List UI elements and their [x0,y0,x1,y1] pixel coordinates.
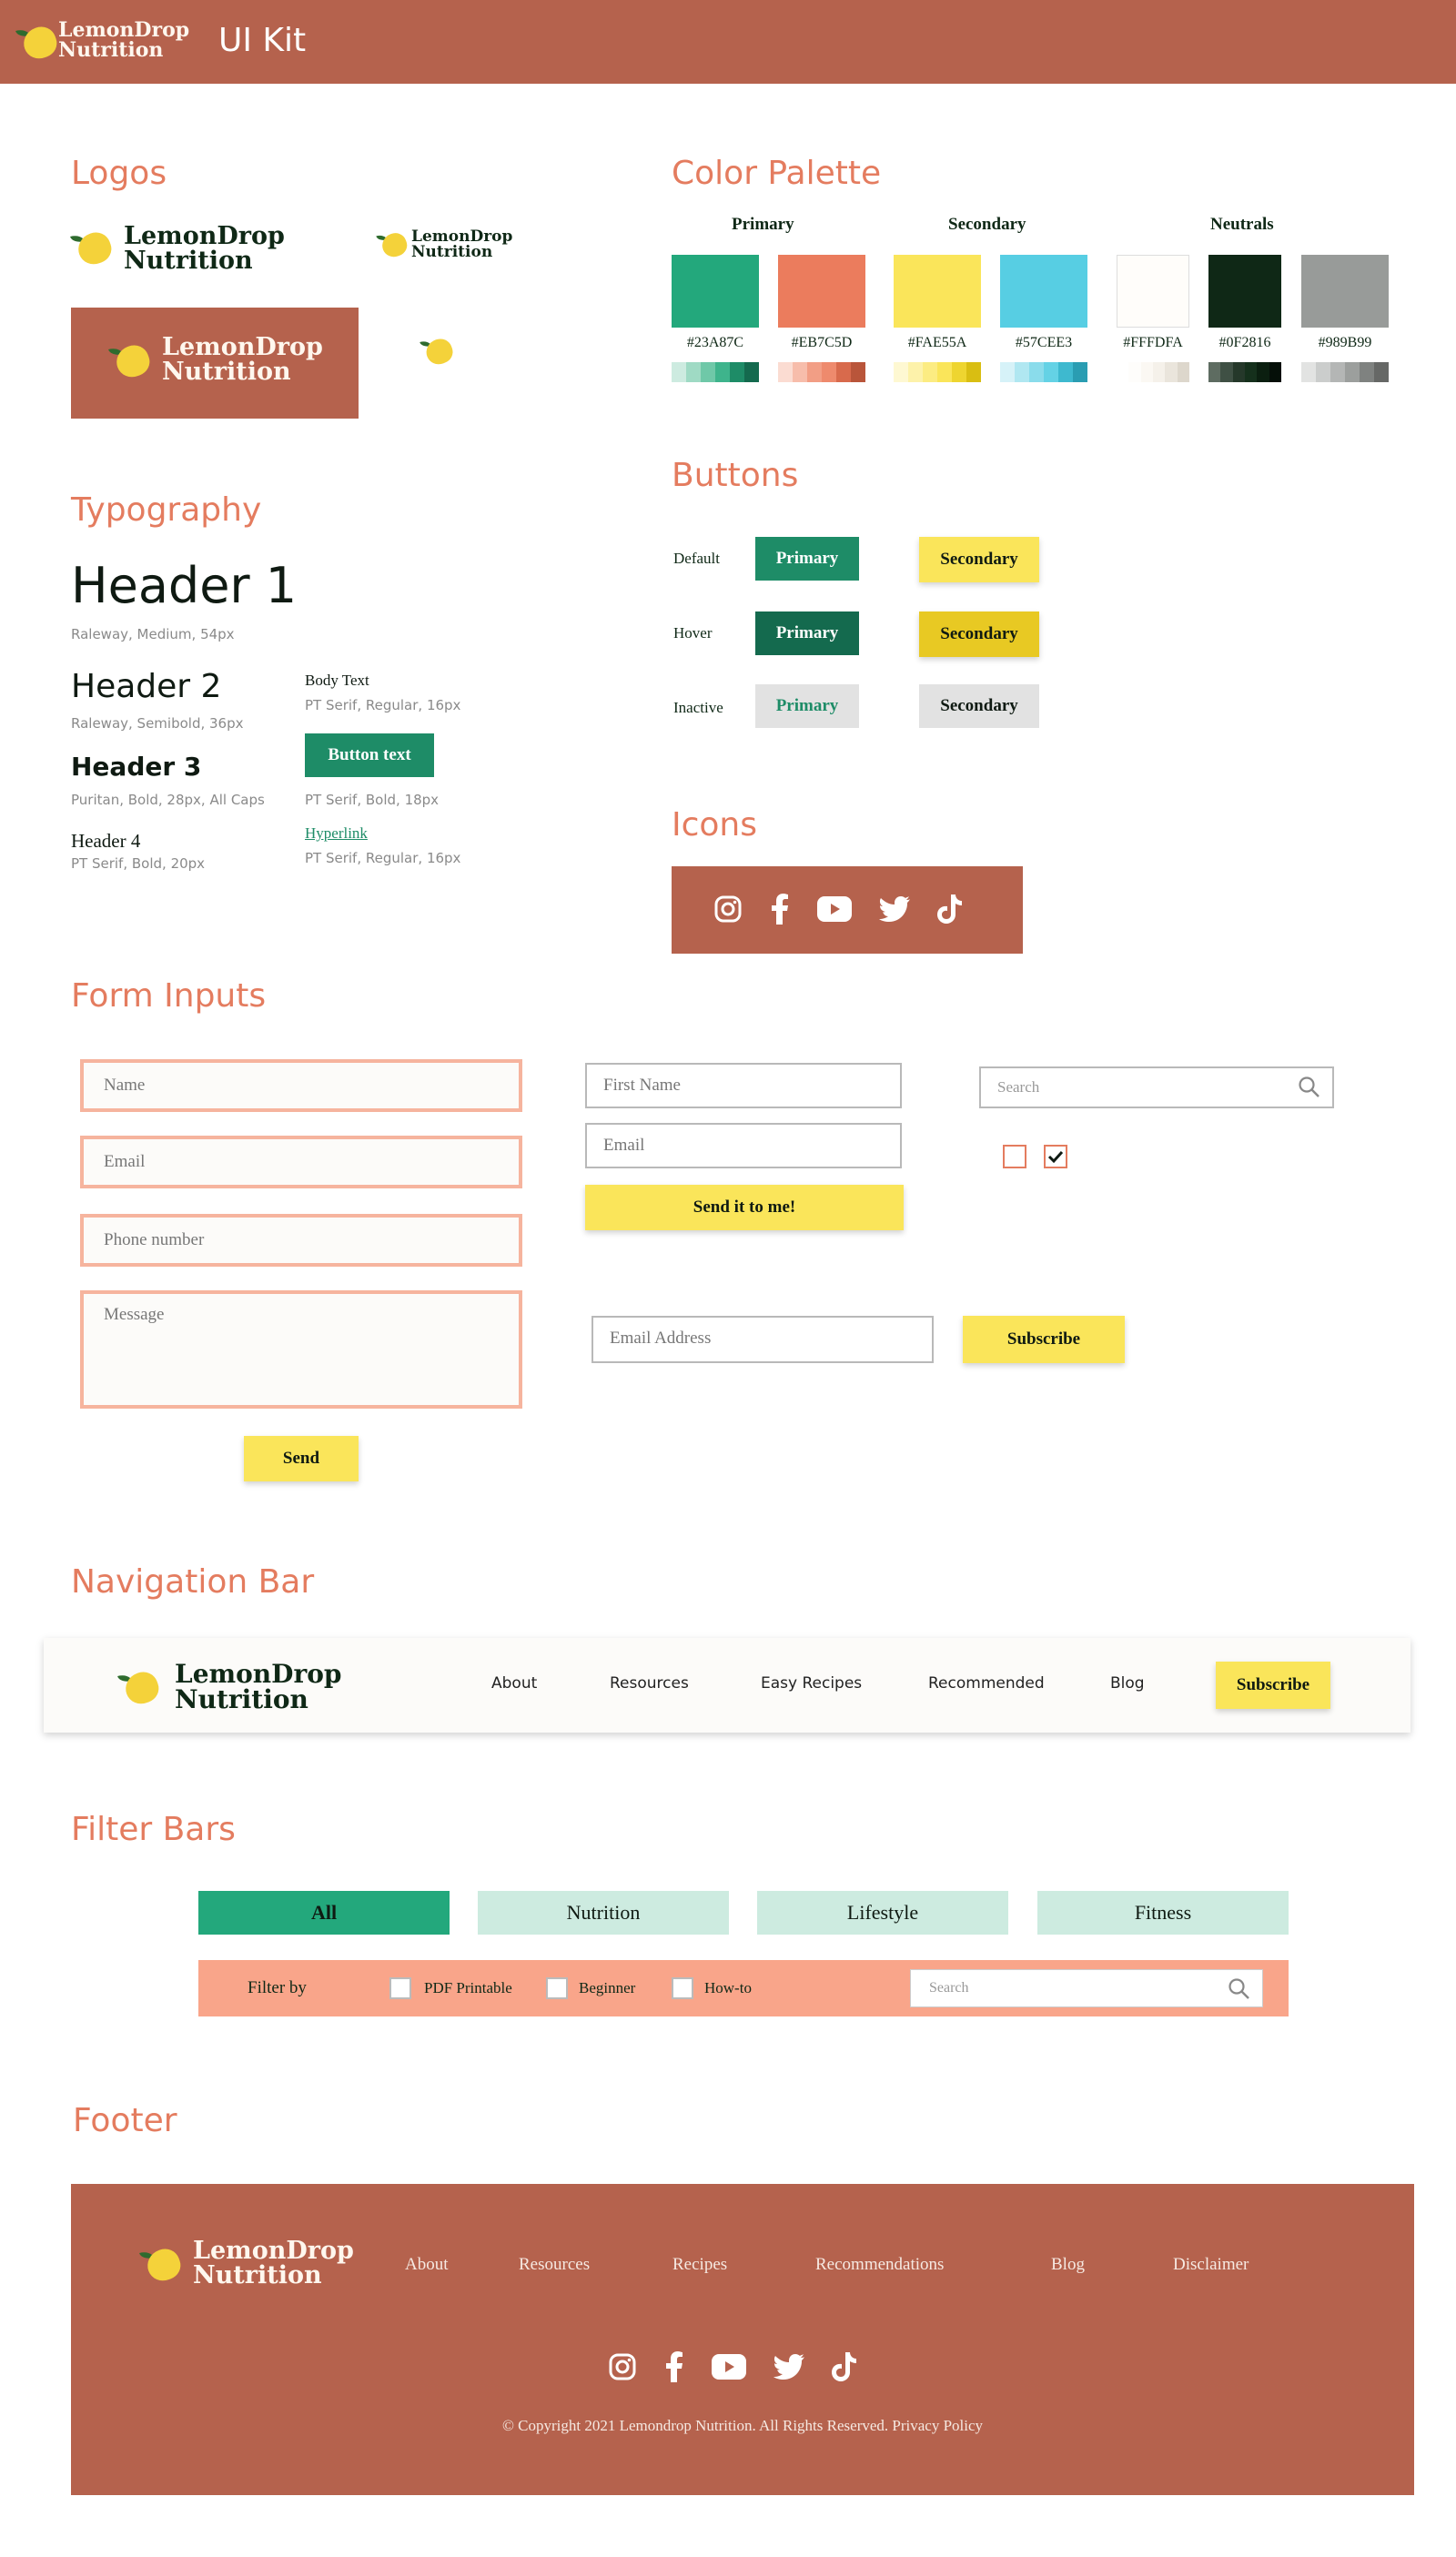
color-tint [672,362,686,382]
logo-small [377,227,522,264]
phone-input[interactable]: Phone number [80,1214,522,1267]
nav-brand-line1: LemonDrop [175,1659,342,1689]
filter-tab-all[interactable]: All [198,1891,450,1935]
email-address-input[interactable]: Email Address [592,1316,934,1363]
typography-header-2: Header 2 [71,668,222,705]
section-title-filter-bars: Filter Bars [71,1811,236,1848]
send-it-to-me-button[interactable]: Send it to me! [585,1185,904,1230]
footer-copyright: © Copyright 2021 Lemondrop Nutrition. All Rights Reserved. Privacy Policy [501,2417,984,2434]
color-tint-strip [1000,362,1087,382]
search-icon[interactable] [1298,1076,1321,1104]
section-title-navigation-bar: Navigation Bar [71,1563,315,1601]
nav-link-resources[interactable]: Resources [610,1674,689,1693]
navigation-bar [44,1638,1410,1733]
color-tint [937,362,952,382]
typography-hyperlink[interactable]: Hyperlink [305,824,368,842]
typography-hyperlink-spec: PT Serif, Regular, 16px [305,850,461,866]
lemon-mark-icon [420,335,454,367]
section-title-icons: Icons [672,806,758,844]
color-hex-label: #FFFDFA [1123,335,1183,350]
page-title: UI Kit [218,22,307,59]
footer-link-blog[interactable]: Blog [1051,2255,1085,2274]
tiktok-icon[interactable] [937,894,963,924]
color-tint [715,362,730,382]
nav-subscribe-button[interactable]: Subscribe [1216,1662,1330,1709]
color-tint [1316,362,1330,382]
section-title-typography: Typography [71,491,262,529]
section-title-footer: Footer [73,2102,177,2139]
typography-button-spec: PT Serif, Bold, 18px [305,792,440,808]
send-button[interactable]: Send [244,1436,359,1481]
button-state-hover: Hover [673,624,713,642]
color-tint [1301,362,1316,382]
color-tint-strip [894,362,981,382]
footer-link-recipes[interactable]: Recipes [672,2255,728,2274]
color-tint [1073,362,1087,382]
color-tint-strip [672,362,759,382]
color-tint [908,362,923,382]
color-tint [1360,362,1374,382]
color-tint [923,362,937,382]
primary-button-hover[interactable]: Primary [755,611,859,655]
typography-body-spec: PT Serif, Regular, 16px [305,697,461,713]
filter-tab-lifestyle[interactable]: Lifestyle [757,1891,1008,1935]
nav-link-blog[interactable]: Blog [1110,1674,1145,1693]
message-textarea[interactable]: Message [80,1290,522,1409]
secondary-button-inactive: Secondary [919,684,1039,728]
filter-checkbox-pdf[interactable] [389,1977,411,1999]
color-hex-label: #0F2816 [1218,335,1271,350]
color-swatch [1301,255,1389,328]
color-tint [1153,362,1165,382]
filter-by-label: Filter by [248,1978,307,1997]
email-signup-input[interactable]: Email [585,1123,902,1168]
email-input[interactable]: Email [80,1136,522,1188]
color-tint [822,362,836,382]
color-tint [1178,362,1189,382]
color-tint [1233,362,1245,382]
checkbox-unchecked[interactable] [1003,1145,1026,1168]
color-tint [894,362,908,382]
filter-option-pdf: PDF Printable [424,1979,512,1996]
youtube-icon[interactable] [817,896,852,922]
color-tint [1220,362,1232,382]
icons-panel [672,866,1023,954]
color-tint [1128,362,1140,382]
logo-reversed-line2: Nutrition [162,358,291,386]
color-swatch [778,255,865,328]
filter-tab-nutrition[interactable]: Nutrition [478,1891,729,1935]
palette-group-primary: Primary [732,215,794,234]
color-tint [1044,362,1058,382]
color-hex-label: #FAE55A [907,335,967,350]
footer [71,2184,1414,2495]
color-hex-label: #989B99 [1318,335,1372,350]
color-tint [1330,362,1345,382]
search-placeholder: Search [997,1078,1040,1096]
filter-option-howto: How-to [704,1979,752,1996]
color-tint [686,362,701,382]
color-tint [1208,362,1220,382]
checkmark-icon [1046,1147,1066,1167]
color-tint [952,362,966,382]
section-title-color-palette: Color Palette [672,155,882,192]
nav-brand[interactable] [175,1659,342,1714]
footer-logo-icon[interactable] [140,2244,182,2284]
color-tint [1245,362,1257,382]
color-tint [1165,362,1177,382]
color-tint [701,362,715,382]
footer-link-recommendations[interactable]: Recommendations [815,2255,945,2274]
color-hex-label: #57CEE3 [1015,335,1073,350]
button-state-default: Default [673,550,720,567]
color-tint [1269,362,1281,382]
search-icon[interactable] [1228,1977,1251,2006]
palette-group-secondary: Secondary [948,215,1026,234]
color-swatch [1000,255,1087,328]
section-title-buttons: Buttons [672,457,799,494]
color-tint [1058,362,1073,382]
top-bar [0,0,1456,84]
footer-brand-line2: Nutrition [193,2261,322,2289]
icons-row [713,894,963,925]
nav-brand-line2: Nutrition [175,1684,308,1714]
palette-group-neutrals: Neutrals [1210,215,1274,234]
footer-brand[interactable] [193,2239,354,2288]
section-title-logos: Logos [71,155,167,192]
typography-header-3: Header 3 [71,752,202,782]
color-tint-strip [1301,362,1389,382]
color-tint [730,362,744,382]
name-input[interactable]: Name [80,1059,522,1112]
color-tint [1345,362,1360,382]
tiktok-icon[interactable] [832,2352,857,2381]
nav-link-recommended[interactable]: Recommended [928,1674,1045,1693]
twitter-icon[interactable] [774,2354,804,2380]
header-brand [58,20,189,60]
nav-logo-icon[interactable] [118,1667,160,1707]
color-tint [1000,362,1015,382]
color-tint [1117,362,1128,382]
footer-social-icons [608,2351,857,2382]
facebook-icon[interactable] [770,894,790,925]
button-state-inactive: Inactive [673,699,723,716]
filter-checkbox-beginner[interactable] [546,1977,568,1999]
checkbox-checked[interactable] [1044,1145,1067,1168]
typography-body-text: Body Text [305,672,369,689]
color-tint-strip [778,362,865,382]
primary-button-inactive: Primary [755,684,859,728]
color-tint [966,362,981,382]
color-tint [1029,362,1044,382]
logo-line1: LemonDrop [124,222,285,250]
typography-header-4: Header 4 [71,830,141,852]
color-tint [1374,362,1389,382]
section-title-form-inputs: Form Inputs [71,977,267,1015]
twitter-icon[interactable] [879,896,910,922]
typography-header-1-spec: Raleway, Medium, 54px [71,626,235,642]
footer-link-resources[interactable]: Resources [519,2255,591,2274]
color-tint [744,362,759,382]
typography-button-sample[interactable]: Button text [305,733,434,777]
typography-header-4-spec: PT Serif, Bold, 20px [71,855,206,872]
filter-option-beginner: Beginner [579,1979,636,1996]
logo-small-line1: LemonDrop [411,227,513,246]
typography-header-3-spec: Puritan, Bold, 28px, All Caps [71,792,265,808]
color-swatch [1208,255,1281,328]
search-input[interactable] [979,1066,1334,1108]
color-tint [807,362,822,382]
logo-reversed-line1: LemonDrop [162,333,323,361]
color-tint [1257,362,1269,382]
logo-primary [71,222,308,277]
logo-small-line2: Nutrition [411,243,493,261]
typography-header-2-spec: Raleway, Semibold, 36px [71,715,244,732]
subscribe-form-button[interactable]: Subscribe [963,1316,1125,1363]
footer-link-about[interactable]: About [405,2255,449,2274]
filter-checkbox-howto[interactable] [672,1977,693,1999]
nav-link-easy-recipes[interactable]: Easy Recipes [761,1674,863,1693]
footer-brand-line1: LemonDrop [193,2237,354,2265]
color-tint [793,362,807,382]
youtube-icon[interactable] [712,2354,746,2380]
color-tint [1141,362,1153,382]
color-tint-strip [1208,362,1281,382]
nav-link-about[interactable]: About [491,1674,538,1693]
logo-reversed [71,308,359,419]
color-swatch [672,255,759,328]
filter-options-bar [198,1960,1289,2016]
instagram-icon[interactable] [713,894,743,924]
filter-tab-fitness[interactable]: Fitness [1037,1891,1289,1935]
color-tint [851,362,865,382]
header-brand-line2: Nutrition [58,38,164,62]
color-tint-strip [1117,362,1189,382]
logo-line2: Nutrition [124,247,253,275]
color-swatch [894,255,981,328]
typography-header-1: Header 1 [71,557,298,614]
filter-search-input[interactable] [910,1969,1263,2007]
color-tint [1015,362,1029,382]
color-tint [836,362,851,382]
secondary-button-hover[interactable]: Secondary [919,611,1039,657]
header-brand-line1: LemonDrop [58,18,190,42]
color-swatch [1117,255,1189,328]
color-hex-label: #EB7C5D [791,335,853,350]
secondary-button-default[interactable]: Secondary [919,537,1039,582]
filter-search-placeholder: Search [929,1980,969,1996]
lemon-logo-icon [16,22,58,62]
first-name-input[interactable]: First Name [585,1063,902,1108]
instagram-icon[interactable] [608,2352,637,2381]
facebook-icon[interactable] [664,2351,684,2382]
color-hex-label: #23A87C [686,335,744,350]
footer-link-disclaimer[interactable]: Disclaimer [1173,2255,1249,2274]
color-tint [778,362,793,382]
primary-button-default[interactable]: Primary [755,537,859,581]
